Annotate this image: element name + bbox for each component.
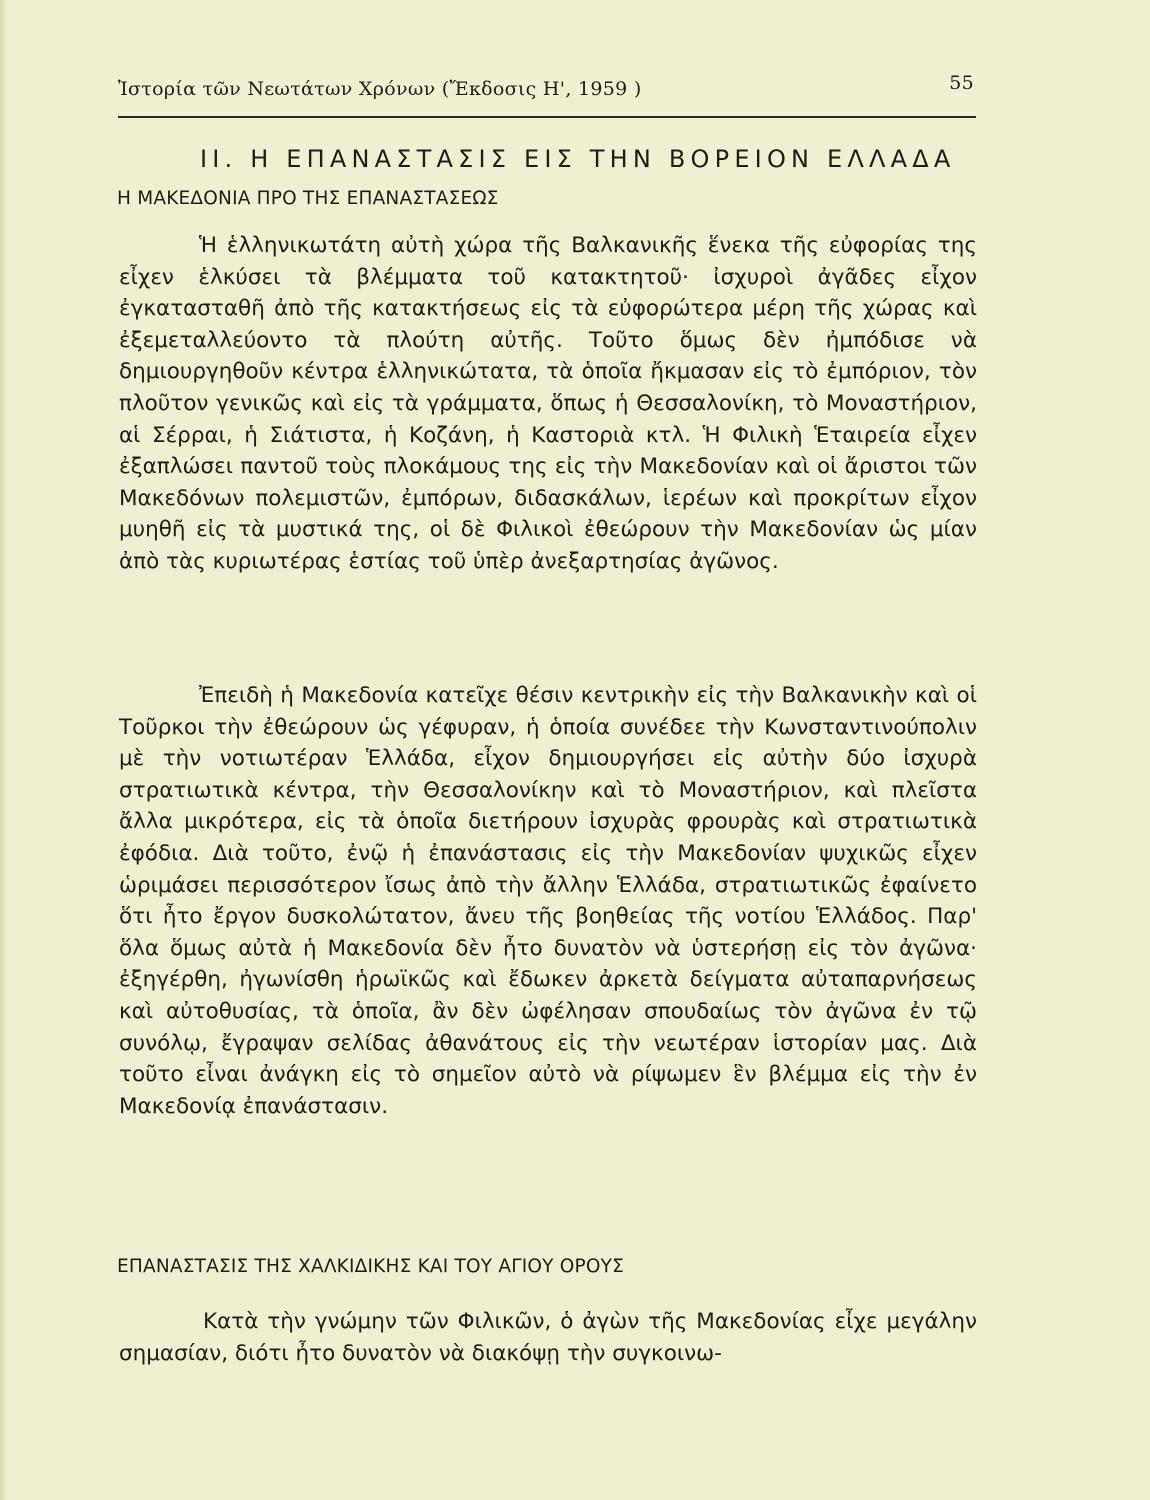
paragraph: Ἡ ἑλληνικωτάτη αὐτὴ χώρα τῆς Βαλκανικῆς ἕνεκα τῆς εὐφορίας της εἶχεν ἑλκύσει τὰ βλέμματα τοῦ κατακτητοῦ· ἰσχυροὶ ἀγᾶδες εἶχον ἐγκατασταθῆ ἀπὸ τῆς κατακτήσεως εἰς τὰ εὐφορώτερα μέρη τῆς χώρας καὶ ἐξεμεταλλεύοντο τὰ πλούτη αὐτῆς. Τοῦτο ὅμως δὲν ἠμπόδισε νὰ δημιουργηθοῦν κέντρα ἑλληνικώτατα, τὰ ὁποῖα ἤκμασαν εἰς τὸ ἐμπόριον, τὸν πλοῦτον γενικῶς καὶ εἰς τὰ γράμματα, ὅπως ἡ Θεσσαλονίκη, τὸ Μοναστήριον, αἱ Σέρραι, ἡ Σιάτιστα, ἡ Κοζάνη, ἡ Καστοριὰ κτλ. Ἡ Φιλικὴ Ἑταιρεία εἶχεν ἐξαπλώσει παντοῦ τοὺς πλοκάμους της εἰς τὴν Μακεδονίαν καὶ οἱ ἄριστοι τῶν Μακεδόνων πολεμιστῶν, ἐμπόρων, διδασκάλων, ἱερέων καὶ προκρίτων εἶχον μυηθῆ εἰς τὰ μυστικά της, οἱ δὲ Φιλικοὶ ἐθεώρουν τὴν Μακεδονίαν ὡς μίαν ἀπὸ τὰς κυριωτέρας ἑστίας τοῦ ὑπὲρ ἀνεξαρτησίας ἀγῶνος. <box>119 233 977 574</box>
running-head <box>118 72 978 102</box>
running-title: Ἱστορία τῶν Νεωτάτων Χρόνων (Ἔκδοσις Η', 1959 ) <box>118 78 642 100</box>
header-rule <box>118 116 976 118</box>
chapter-heading: II. Η ΕΠΑΝΑΣΤΑΣΙΣ ΕΙΣ ΤΗΝ ΒΟΡΕΙΟΝ ΕΛΛΑΔΑ <box>200 145 956 173</box>
page-number: 55 <box>949 72 974 94</box>
page-edge-shadow <box>0 0 8 1500</box>
section-heading-macedonia: Η ΜΑΚΕΔΟΝΙΑ ΠΡΟ ΤΗΣ ΕΠΑΝΑΣΤΑΣΕΩΣ <box>117 188 499 209</box>
paragraph: Κατὰ τὴν γνώμην τῶν Φιλικῶν, ὁ ἀγὼν τῆς Μακεδονίας εἶχε μεγάλην σημασίαν, διότι ἦτο δυνατὸν νὰ διακόψῃ τὴν συγκοινω- <box>119 1309 977 1366</box>
section-heading-chalkidiki: ΕΠΑΝΑΣΤΑΣΙΣ ΤΗΣ ΧΑΛΚΙΔΙΚΗΣ ΚΑΙ ΤΟΥ ΑΓΙΟΥ ΟΡΟΥΣ <box>117 1256 624 1277</box>
paragraph: Ἐπειδὴ ἡ Μακεδονία κατεῖχε θέσιν κεντρικὴν εἰς τὴν Βαλκανικὴν καὶ οἱ Τοῦρκοι τὴν ἐθεώρουν ὡς γέφυραν, ἡ ὁποία συνέδεε τὴν Κωνσταντινούπολιν μὲ τὴν νοτιωτέραν Ἑλλάδα, εἶχον δημιουργήσει εἰς αὐτὴν δύο ἰσχυρὰ στρατιωτικὰ κέντρα, τὴν Θεσσαλονίκην καὶ τὸ Μοναστήριον, καὶ πλεῖστα ἄλλα μικρότερα, εἰς τὰ ὁποῖα διετήρουν ἰσχυρὰς φρουρὰς καὶ στρατιωτικὰ ἐφόδια. Διὰ τοῦτο, ἐνῷ ἡ ἐπανάστασις εἰς τὴν Μακεδονίαν ψυχικῶς εἶχεν ὡριμάσει περισσότερον ἴσως ἀπὸ τὴν ἄλλην Ἑλλάδα, στρατιωτικῶς ἐφαίνετο ὅτι ἦτο ἔργον δυσκολώτατον, ἄνευ τῆς βοηθείας τῆς νοτίου Ἑλλάδος. Παρ' ὅλα ὅμως αὐτὰ ἡ Μακεδονία δὲν ἦτο δυνατὸν νὰ ὑστερήσῃ εἰς τὸν ἀγῶνα· ἐξηγέρθη, ἠγωνίσθη ἡρωϊκῶς καὶ ἔδωκεν ἀρκετὰ δείγματα αὐταπαρνήσεως καὶ αὐτοθυσίας, τὰ ὁποῖα, ἂν δὲν ὠφέλησαν σπουδαίως τὸν ἀγῶνα ἐν τῷ συνόλῳ, ἔγραψαν σελίδας ἀθανάτους εἰς τὴν νεωτέραν ἱστορίαν μας. Διὰ τοῦτο εἶναι ἀνάγκη εἰς τὸ σημεῖον αὐτὸ νὰ ρίψωμεν ἓν βλέμμα εἰς τὴν ἐν Μακεδονίᾳ ἐπανάστασιν. <box>119 683 977 1119</box>
